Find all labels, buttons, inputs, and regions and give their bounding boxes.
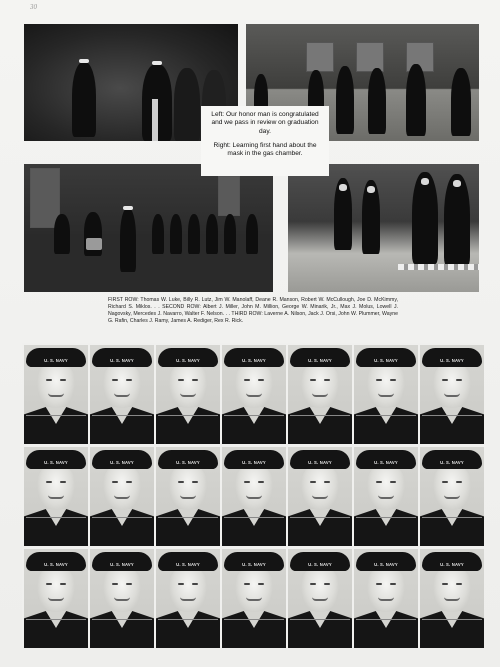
- sailor-portrait: [24, 447, 88, 546]
- hat-band-text: U. S. NAVY: [374, 358, 398, 363]
- hat-band-text: U. S. NAVY: [110, 358, 134, 363]
- caption-right: Right: Learning first hand about the mask in the gas chamber.: [213, 141, 317, 158]
- sailor-portrait: [90, 345, 154, 444]
- sailor-portrait: [222, 345, 286, 444]
- sailor-portrait: [156, 345, 220, 444]
- sailor-portrait: [420, 447, 484, 546]
- sailor-portrait: [90, 549, 154, 648]
- page-mark: 30: [30, 3, 37, 11]
- sailor-portrait: [288, 345, 352, 444]
- sailor-portrait: [354, 345, 418, 444]
- sailor-portrait: [24, 549, 88, 648]
- sailor-portrait: [222, 549, 286, 648]
- hat-band-text: U. S. NAVY: [374, 460, 398, 465]
- hat-band-text: U. S. NAVY: [440, 358, 464, 363]
- hat-band-text: U. S. NAVY: [308, 460, 332, 465]
- hat-band-text: U. S. NAVY: [176, 358, 200, 363]
- sailor-portrait: [90, 447, 154, 546]
- hat-band-text: U. S. NAVY: [308, 562, 332, 567]
- hat-band-text: U. S. NAVY: [176, 460, 200, 465]
- hat-band-text: U. S. NAVY: [44, 460, 68, 465]
- hat-band-text: U. S. NAVY: [44, 358, 68, 363]
- photo-caption: [201, 106, 329, 176]
- sailor-portrait: [354, 447, 418, 546]
- sailor-portrait: [420, 549, 484, 648]
- caption-left: Left: Our honor man is congratulated and we pass in review on graduation day.: [211, 111, 319, 135]
- hat-band-text: U. S. NAVY: [374, 562, 398, 567]
- hat-band-text: U. S. NAVY: [242, 358, 266, 363]
- hat-band-text: U. S. NAVY: [308, 358, 332, 363]
- hat-band-text: U. S. NAVY: [176, 562, 200, 567]
- sailor-portrait: [354, 549, 418, 648]
- sailor-portrait: [420, 345, 484, 444]
- hat-band-text: U. S. NAVY: [110, 562, 134, 567]
- name-listing: FIRST ROW: Thomas W. Luke, Billy R. Lutz, Jim W. Manolaff, Deane R. Manson, Robert W. McCullough, Joe D. McKimmy, Richard S. Miklos. . . SECOND ROW: Albert J. Miller, John M. Million, George W. Minarik, Jr., Max J. Molus, Lowell J. Nagovsky, Mercedes J. Navarro, Walter F. Nelson. . . THIRD ROW: Laverne A. Nilson, Jack J. Orsi, John W. Plummer, Wayne G. Rafin, Charles J. Ramy, James A. Rediger, Rex R. Rick.: [108, 297, 398, 324]
- sailor-portrait: [156, 447, 220, 546]
- sailor-portrait: [288, 549, 352, 648]
- hat-band-text: U. S. NAVY: [440, 460, 464, 465]
- sailor-portrait: [24, 345, 88, 444]
- sailor-portrait: [288, 447, 352, 546]
- graduation-band-photo: [24, 164, 273, 292]
- hat-band-text: U. S. NAVY: [440, 562, 464, 567]
- hat-band-text: U. S. NAVY: [242, 562, 266, 567]
- hat-band-text: U. S. NAVY: [44, 562, 68, 567]
- sailor-portrait: [222, 447, 286, 546]
- portrait-grid: [22, 343, 482, 646]
- hat-band-text: U. S. NAVY: [110, 460, 134, 465]
- sailor-portrait: [156, 549, 220, 648]
- gas-chamber-photo: [288, 164, 479, 292]
- hat-band-text: U. S. NAVY: [242, 460, 266, 465]
